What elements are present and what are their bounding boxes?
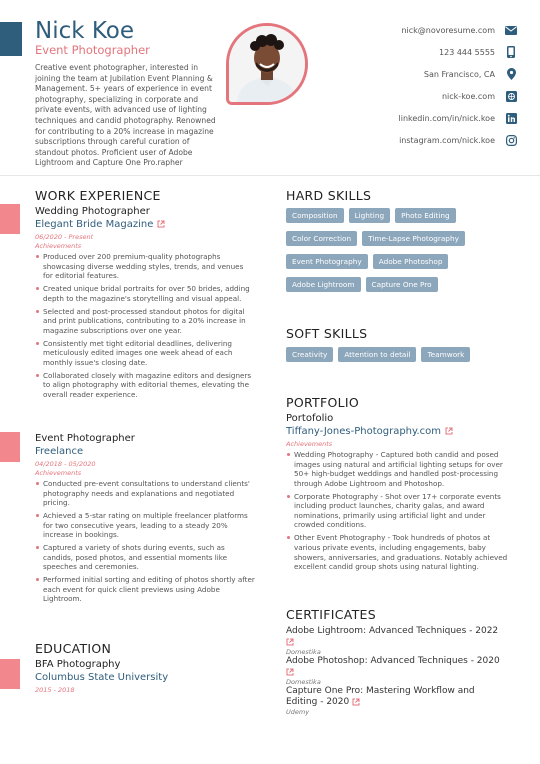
portfolio-entry	[286, 413, 508, 575]
skill-tag: Adobe Lightroom	[286, 277, 361, 292]
achievement-list	[35, 479, 255, 604]
list-item: Captured a variety of shots during events, such as candids, posed photos, and essential moments like speeches and ceremonies.	[35, 543, 255, 572]
company-link[interactable]: Elegant Bride Magazine	[35, 218, 255, 231]
skill-tag: Lighting	[349, 208, 391, 223]
education-title: EDUCATION	[35, 641, 112, 656]
job-title: Event Photographer	[35, 433, 135, 444]
education-marker	[0, 659, 20, 689]
contact-location[interactable]: San Francisco, CA	[307, 63, 517, 85]
avatar-illustration	[229, 26, 305, 102]
portfolio-name: Portofolio	[286, 413, 334, 424]
job-marker	[0, 432, 20, 462]
profile-photo	[226, 23, 308, 105]
external-link-icon	[445, 425, 453, 438]
achievement-list	[35, 252, 255, 400]
header-divider	[0, 175, 540, 176]
summary-text: Creative event photographer, interested in joining the team at Jubilation Event Planning & Management. 5+ years of experience in event photography, specializing in corporate and private events, with advanced use of lighting techniques and candid photography. Renowned for contributing to a 20% increase in magazine subscriptions through careful curation of standout photos. Proficient user of Adobe Lightroom and Capture One Pro.rapher	[35, 63, 216, 168]
achievements-label: Achievements	[35, 469, 82, 477]
skill-tag: Event Photography	[286, 254, 368, 269]
achievements-label: Achievements	[35, 242, 82, 250]
job-entry-wedding	[35, 206, 255, 403]
list-item: Collaborated closely with magazine editors and designers to align photography with editorial themes, elevating the overall reader experience.	[35, 371, 255, 400]
external-link-icon	[286, 667, 294, 677]
list-item: Achieved a 5-star rating on multiple freelancer platforms for two consecutive years, leading to a steady 20% increase in bookings.	[35, 511, 255, 540]
person-role: Event Photographer	[35, 43, 150, 57]
certificate-title[interactable]: Adobe Photoshop: Advanced Techniques - 2020	[286, 656, 508, 678]
contact-phone[interactable]: 123 444 5555	[307, 41, 517, 63]
contact-instagram[interactable]: instagram.com/nick.koe	[307, 129, 517, 151]
soft-skills-title: SOFT SKILLS	[286, 326, 368, 341]
education-entry	[35, 659, 255, 695]
certificate-source: Domestika	[286, 678, 321, 686]
portfolio-title: PORTFOLIO	[286, 395, 360, 410]
skill-tag: Attention to detail	[338, 347, 416, 362]
hard-skills-tags	[286, 208, 501, 300]
certificate-source: Udemy	[286, 708, 310, 716]
skill-tag: Time-Lapse Photography	[362, 231, 465, 246]
location-icon	[505, 68, 517, 80]
job-entry-freelance	[35, 433, 255, 607]
certificate-item	[286, 656, 508, 687]
list-item: Produced over 200 premium-quality photographs showcasing diverse wedding styles, trends, and venues for editorial features.	[35, 252, 255, 281]
linkedin-icon	[505, 112, 517, 124]
hard-skills-title: HARD SKILLS	[286, 188, 372, 203]
job-dates: 06/2020 - Present	[35, 233, 94, 241]
phone-icon	[505, 46, 517, 58]
person-name: Nick Koe	[35, 18, 135, 44]
portfolio-list	[286, 450, 508, 572]
skill-tag: Composition	[286, 208, 344, 223]
skill-tag: Teamwork	[421, 347, 470, 362]
list-item: Conducted pre-event consultations to understand clients' photography needs and explanations and negotiated pricing.	[35, 479, 255, 508]
skill-tag: Adobe Photoshop	[373, 254, 449, 269]
skill-tag: Capture One Pro	[366, 277, 438, 292]
external-link-icon	[157, 218, 165, 231]
accent-block	[0, 22, 22, 56]
certificate-title[interactable]: Adobe Lightroom: Advanced Techniques - 2022	[286, 626, 508, 648]
skill-tag: Color Correction	[286, 231, 357, 246]
list-item: Wedding Photography - Captured both candid and posed images using natural and artificial lighting setups for over 50+ high-budget weddings and handled post-processing through Adobe Lightroom and Photoshop.	[286, 450, 508, 488]
list-item: Corporate Photography - Shot over 17+ corporate events including product launches, charity galas, and award nominations, primarily using artificial light and under crowded conditions.	[286, 492, 508, 530]
education-dates: 2015 - 2018	[35, 686, 75, 694]
list-item: Created unique bridal portraits for over 50 brides, adding depth to the magazine's storytelling and visual appeal.	[35, 284, 255, 303]
school: Columbus State University	[35, 672, 169, 683]
certificate-item	[286, 626, 508, 657]
skill-tag: Photo Editing	[395, 208, 456, 223]
instagram-icon	[505, 134, 517, 146]
work-experience-title: WORK EXPERIENCE	[35, 188, 161, 203]
achievements-label: Achievements	[286, 440, 333, 448]
mail-icon	[505, 24, 517, 36]
job-dates: 04/2018 - 05/2020	[35, 460, 96, 468]
company-name: Freelance	[35, 446, 84, 457]
external-link-icon	[352, 697, 360, 707]
website-icon	[505, 90, 517, 102]
contact-email[interactable]: nick@novoresume.com	[307, 19, 517, 41]
contact-website[interactable]: nick-koe.com	[307, 85, 517, 107]
skill-tag: Creativity	[286, 347, 333, 362]
contact-list	[307, 19, 517, 151]
certificate-title[interactable]: Capture One Pro: Mastering Workflow and Editing - 2020	[286, 686, 475, 707]
external-link-icon	[286, 637, 294, 647]
degree: BFA Photography	[35, 659, 121, 670]
list-item: Other Event Photography - Took hundreds of photos at various private events, including engagements, baby showers, anniversaries, and graduations. Notably achieved excellent candid group shots using natural lighting.	[286, 533, 508, 571]
certificate-item	[286, 686, 508, 717]
certificates-title: CERTIFICATES	[286, 607, 376, 622]
portfolio-link[interactable]: Tiffany-Jones-Photography.com	[286, 425, 508, 438]
list-item: Performed initial sorting and editing of photos shortly after each event for quick client previews using Adobe Lightroom.	[35, 575, 255, 604]
contact-linkedin[interactable]: linkedin.com/in/nick.koe	[307, 107, 517, 129]
job-title: Wedding Photographer	[35, 206, 150, 217]
list-item: Consistently met tight editorial deadlines, delivering meticulously edited images one week ahead of each monthly issue's closing date.	[35, 339, 255, 368]
certificate-source: Domestika	[286, 648, 321, 656]
soft-skills-tags	[286, 347, 501, 370]
list-item: Selected and post-processed standout photos for digital and print publications, contributing to a 20% increase in magazine subscriptions over one year.	[35, 307, 255, 336]
job-marker	[0, 204, 20, 234]
